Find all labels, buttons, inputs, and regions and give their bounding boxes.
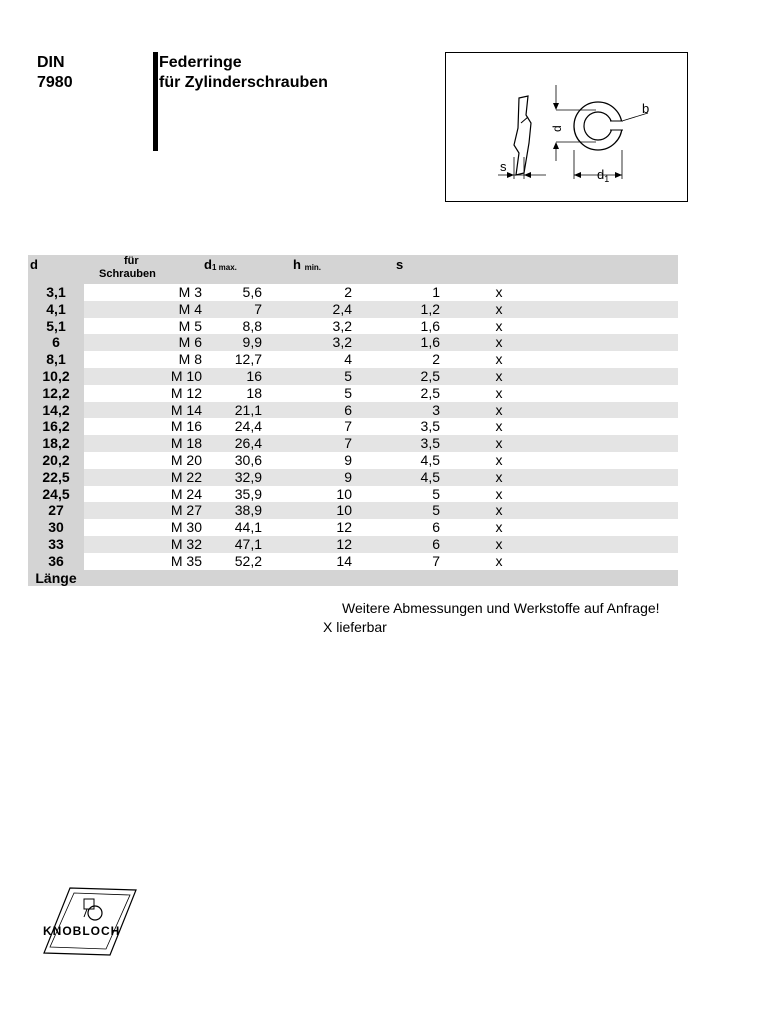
header-schrauben: Schrauben	[99, 268, 156, 280]
s-cell: 7	[432, 552, 440, 569]
table-row	[28, 519, 678, 536]
d1-cell: 16	[246, 367, 262, 384]
d-cell: 27	[28, 502, 84, 519]
available-cell: x	[495, 552, 503, 569]
available-cell: x	[495, 535, 503, 552]
h-cell: 14	[336, 552, 352, 569]
dimension-label-d1: $d_1$	[597, 167, 610, 184]
table-header	[28, 255, 678, 284]
screw-cell: M 20	[170, 451, 202, 468]
dimension-label-s: s	[500, 159, 507, 174]
knobloch-logo	[40, 885, 140, 960]
table-row	[28, 301, 678, 318]
d-cell: 12,2	[28, 385, 84, 402]
screw-cell: M 24	[170, 485, 202, 502]
spring-washer-drawing	[446, 53, 689, 203]
d1-cell: 32,9	[234, 468, 262, 485]
note-further-dimensions: Weitere Abmessungen und Werkstoffe auf Anfrage!	[342, 600, 660, 616]
table-row	[28, 553, 678, 570]
d-cell: 22,5	[28, 469, 84, 486]
d-cell: 10,2	[28, 368, 84, 385]
available-cell: x	[495, 351, 503, 368]
d1-cell: 21,1	[234, 401, 262, 418]
din-label	[37, 53, 73, 93]
h-cell: 6	[344, 401, 352, 418]
h-cell: 10	[336, 502, 352, 519]
s-cell: 1,2	[420, 300, 440, 317]
d1-cell: 24,4	[234, 418, 262, 435]
screw-cell: M 22	[170, 468, 202, 485]
d1-cell: 5,6	[242, 284, 262, 300]
header-h: h $_{min.}$	[293, 257, 322, 272]
screw-cell: M 30	[170, 519, 202, 536]
table-row	[28, 318, 678, 335]
d-cell: 33	[28, 536, 84, 553]
available-cell: x	[495, 284, 503, 300]
title-divider	[153, 52, 158, 151]
screw-cell: M 12	[170, 384, 202, 401]
s-cell: 4,5	[420, 468, 440, 485]
d1-cell: 38,9	[234, 502, 262, 519]
table-row	[28, 284, 678, 301]
s-cell: 1,6	[420, 317, 440, 334]
h-cell: 9	[344, 468, 352, 485]
available-cell: x	[495, 300, 503, 317]
s-cell: 3,5	[420, 435, 440, 452]
available-cell: x	[495, 468, 503, 485]
header-d1: $d_{1 max.}$	[204, 257, 237, 272]
s-cell: 5	[432, 485, 440, 502]
table-row	[28, 351, 678, 368]
h-cell: 3,2	[332, 317, 352, 334]
d-cell: 20,2	[28, 452, 84, 469]
screw-cell: M 10	[170, 367, 202, 384]
table-row	[28, 418, 678, 435]
screw-cell: M 14	[170, 401, 202, 418]
page-title	[159, 53, 328, 93]
h-cell: 7	[344, 418, 352, 435]
washer-side-view	[514, 96, 531, 175]
din-text: DIN	[37, 54, 65, 71]
d1-cell: 30,6	[234, 451, 262, 468]
s-cell: 6	[432, 519, 440, 536]
note-available: X lieferbar	[323, 619, 387, 635]
screw-cell: M 3	[178, 284, 202, 300]
s-cell: 2,5	[420, 367, 440, 384]
washer-inner-ring	[584, 112, 612, 140]
screw-cell: M 5	[178, 317, 202, 334]
table-row	[28, 368, 678, 385]
h-cell: 2,4	[332, 300, 352, 317]
screw-cell: M 32	[170, 535, 202, 552]
available-cell: x	[495, 367, 503, 384]
dimension-label-d: d	[550, 125, 564, 132]
d-cell: 14,2	[28, 402, 84, 419]
screw-cell: M 6	[178, 334, 202, 351]
available-cell: x	[495, 435, 503, 452]
h-cell: 4	[344, 351, 352, 368]
available-cell: x	[495, 334, 503, 351]
h-cell: 10	[336, 485, 352, 502]
s-cell: 1,6	[420, 334, 440, 351]
header-fuer: für	[124, 255, 139, 267]
logo-text: KNOBLOCH	[43, 924, 121, 938]
h-cell: 5	[344, 367, 352, 384]
h-cell: 7	[344, 435, 352, 452]
laenge-label: Länge	[28, 570, 84, 587]
screw-cell: M 35	[170, 552, 202, 569]
d-cell: 8,1	[28, 351, 84, 368]
d-cell: 6	[28, 334, 84, 351]
available-cell: x	[495, 502, 503, 519]
table-row	[28, 385, 678, 402]
d1-cell: 18	[246, 384, 262, 401]
screw-cell: M 16	[170, 418, 202, 435]
available-cell: x	[495, 317, 503, 334]
available-cell: x	[495, 519, 503, 536]
table-row	[28, 402, 678, 419]
table-row	[28, 435, 678, 452]
table-row	[28, 334, 678, 351]
available-cell: x	[495, 485, 503, 502]
table-row	[28, 502, 678, 519]
table-row	[28, 469, 678, 486]
s-cell: 1	[432, 284, 440, 300]
table-body	[28, 284, 678, 570]
d1-cell: 12,7	[234, 351, 262, 368]
d-cell: 30	[28, 519, 84, 536]
h-cell: 9	[344, 451, 352, 468]
header-s: s	[396, 257, 404, 272]
dimension-label-b: b	[642, 101, 650, 116]
s-cell: 4,5	[420, 451, 440, 468]
d-cell: 4,1	[28, 301, 84, 318]
available-cell: x	[495, 451, 503, 468]
s-cell: 2,5	[420, 384, 440, 401]
available-cell: x	[495, 418, 503, 435]
d1-cell: 8,8	[242, 317, 262, 334]
d1-cell: 52,2	[234, 552, 262, 569]
d1-cell: 44,1	[234, 519, 262, 536]
screw-cell: M 18	[170, 435, 202, 452]
d1-cell: 7	[254, 300, 262, 317]
d-cell: 36	[28, 553, 84, 570]
d1-cell: 9,9	[242, 334, 262, 351]
screw-cell: M 8	[178, 351, 202, 368]
din-number: 7980	[37, 74, 73, 91]
h-cell: 2	[344, 284, 352, 300]
title-line-1: Federringe	[159, 54, 242, 71]
d1-cell: 35,9	[234, 485, 262, 502]
table-row	[28, 536, 678, 553]
s-cell: 3	[432, 401, 440, 418]
h-cell: 5	[344, 384, 352, 401]
screw-cell: M 27	[170, 502, 202, 519]
technical-drawing	[445, 52, 688, 202]
title-line-2: für Zylinderschrauben	[159, 74, 328, 91]
d-cell: 5,1	[28, 318, 84, 335]
dimensions-table	[28, 255, 678, 586]
screw-cell: M 4	[178, 300, 202, 317]
h-cell: 12	[336, 535, 352, 552]
d-cell: 18,2	[28, 435, 84, 452]
d-cell: 16,2	[28, 418, 84, 435]
table-row	[28, 452, 678, 469]
h-cell: 3,2	[332, 334, 352, 351]
s-cell: 6	[432, 535, 440, 552]
d-cell: 3,1	[28, 284, 84, 301]
d1-cell: 47,1	[234, 535, 262, 552]
h-cell: 12	[336, 519, 352, 536]
s-cell: 5	[432, 502, 440, 519]
available-cell: x	[495, 384, 503, 401]
d-cell: 24,5	[28, 486, 84, 503]
s-cell: 3,5	[420, 418, 440, 435]
header-d: d	[30, 257, 38, 272]
table-row-laenge	[28, 570, 678, 587]
table-row	[28, 486, 678, 503]
d1-cell: 26,4	[234, 435, 262, 452]
s-cell: 2	[432, 351, 440, 368]
available-cell: x	[495, 401, 503, 418]
